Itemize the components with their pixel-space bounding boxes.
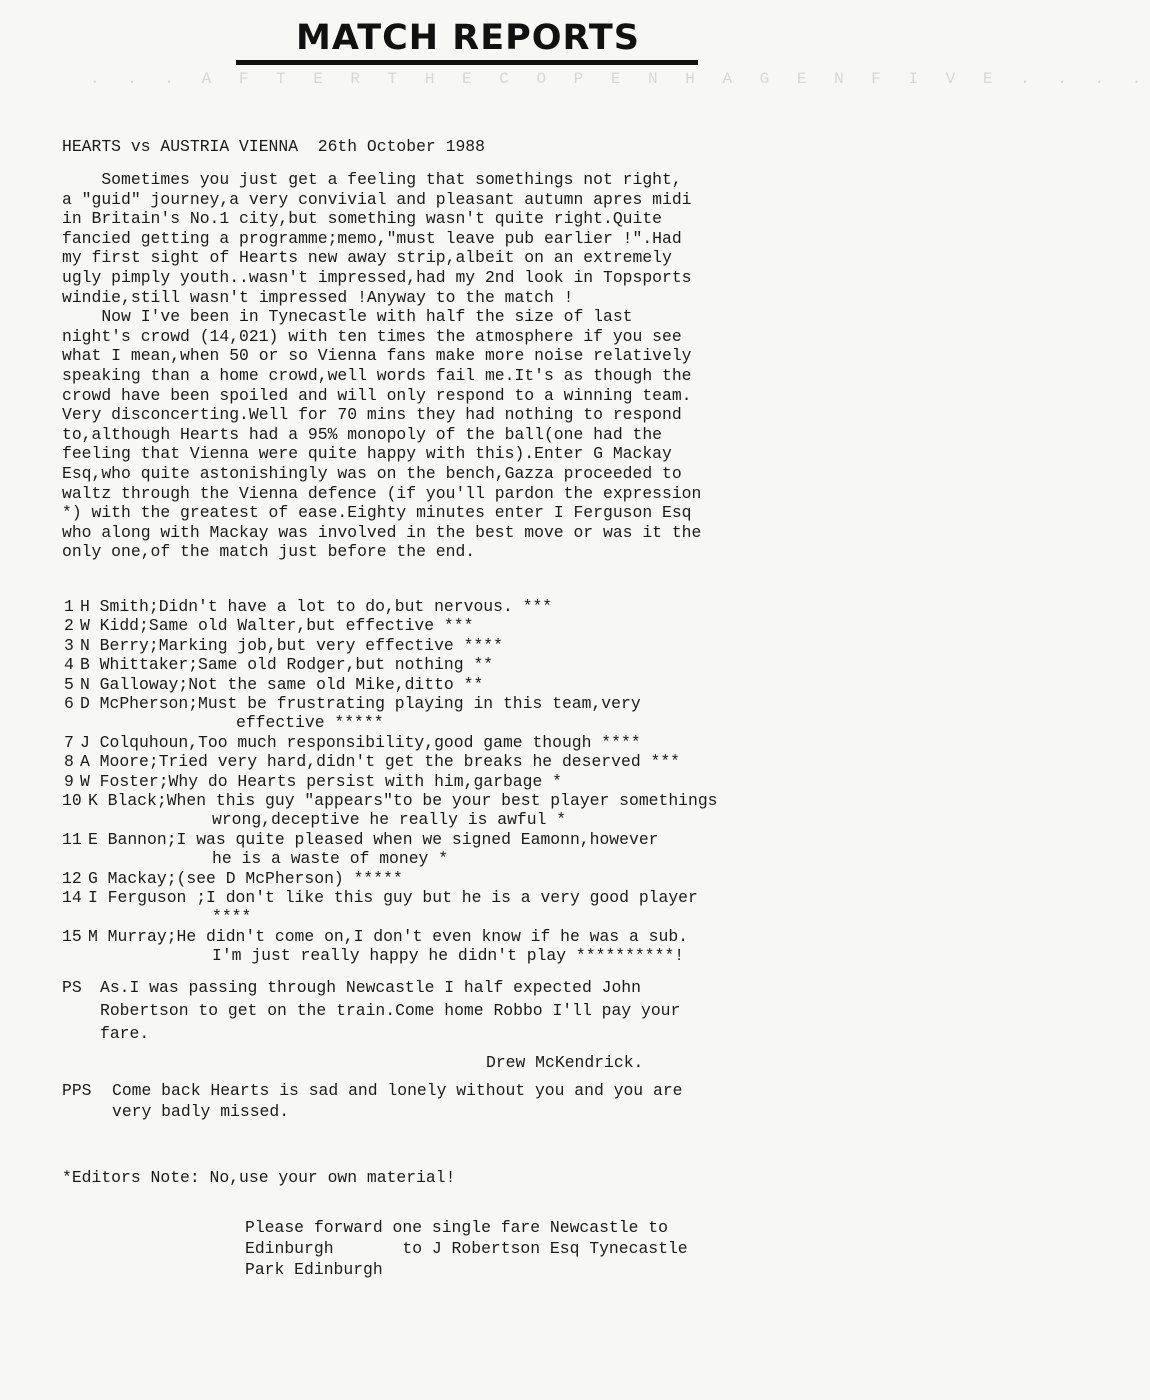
ps-line: As.I was passing through Newcastle I half expected John	[100, 978, 641, 997]
rating-text: W Foster;Why do Hearts persist with him,garbage *	[80, 771, 562, 791]
rating-text: J Colquhoun,Too much responsibility,good game though ****	[80, 732, 641, 752]
paragraph-line: my first sight of Hearts new away strip,albeit on an extremely	[62, 248, 672, 268]
ps-label: PS	[62, 978, 82, 997]
rating-text: D McPherson;Must be frustrating playing in this team,very	[80, 694, 641, 713]
paragraph-line: feeling that Vienna were quite happy with this).Enter G Mackay	[62, 444, 672, 464]
rating-number: 10	[62, 791, 82, 810]
signature: Drew McKendrick.	[486, 1053, 644, 1072]
rating-number: 12	[62, 868, 82, 888]
paragraph-line: ugly pimply youth..wasn't impressed,had my 2nd look in Topsports	[62, 268, 692, 287]
rating-text: H Smith;Didn't have a lot to do,but nervous. ***	[80, 597, 553, 616]
rating-text: M Murray;He didn't come on,I don't even know if he was a sub.	[88, 926, 688, 946]
paragraph-line: Now I've been in Tynecastle with half the size of last	[62, 307, 633, 327]
paragraph-line: to,although Hearts had a 95% monopoly of the ball(one had the	[62, 424, 662, 444]
rating-number: 14	[62, 888, 82, 907]
rating-number: 4	[64, 655, 74, 675]
rating-number: 7	[64, 732, 74, 752]
pps-line: very badly missed.	[112, 1102, 290, 1121]
report-heading: HEARTS vs AUSTRIA VIENNA 26th October 1988	[62, 137, 485, 156]
pps-label: PPS	[62, 1081, 92, 1100]
rating-continuation: effective *****	[236, 713, 384, 733]
paragraph-line: speaking than a home crowd,well words fail me.It's as though the	[62, 366, 692, 385]
ps-line: fare.	[100, 1024, 150, 1043]
rating-continuation: I'm just really happy he didn't play **********!	[212, 946, 685, 966]
paragraph-line: fancied getting a programme;memo,"must leave pub earlier !".Had	[62, 228, 682, 248]
ps-line: Robertson to get on the train.Come home Robbo I'll pay your	[100, 1001, 681, 1020]
rating-text: E Bannon;I was quite pleased when we signed Eamonn,however	[88, 829, 659, 849]
paragraph-line: windie,still wasn't impressed !Anyway to the match !	[62, 287, 574, 307]
rating-text: K Black;When this guy "appears"to be your best player somethings	[88, 791, 718, 810]
paragraph-line: crowd have been spoiled and will only respond to a winning team.	[62, 385, 692, 405]
bleed-through-text: . . . A F T E R T H E C O P E N H A G E N F I V E . . . .	[90, 70, 1150, 88]
rating-continuation: he is a waste of money *	[212, 849, 449, 869]
rating-text: W Kidd;Same old Walter,but effective ***	[80, 616, 474, 636]
editors-note: *Editors Note: No,use your own material!	[62, 1168, 456, 1187]
page-title: MATCH REPORTS	[296, 18, 640, 58]
paragraph-line: what I mean,when 50 or so Vienna fans make more noise relatively	[62, 346, 692, 366]
rating-number: 11	[62, 829, 82, 849]
rating-number: 5	[64, 674, 74, 694]
rating-text: A Moore;Tried very hard,didn't get the breaks he deserved ***	[80, 752, 680, 772]
paragraph-line: *) with the greatest of ease.Eighty minutes enter I Ferguson Esq	[62, 503, 692, 523]
rating-number: 15	[62, 926, 82, 946]
rating-text: I Ferguson ;I don't like this guy but he is a very good player	[88, 888, 698, 907]
paragraph-line: Sometimes you just get a feeling that somethings not right,	[62, 170, 682, 189]
paragraph-line: only one,of the match just before the end.	[62, 542, 476, 562]
rating-number: 3	[64, 635, 74, 655]
forward-line: Please forward one single fare Newcastle to	[245, 1218, 668, 1237]
title-underline	[236, 60, 698, 65]
paragraph-line: Esq,who quite astonishingly was on the bench,Gazza proceeded to	[62, 464, 682, 483]
rating-number: 2	[64, 616, 74, 636]
paragraph-line: a "guid" journey,a very convivial and pleasant autumn apres midi	[62, 189, 692, 209]
paragraph-line: who along with Mackay was involved in the best move or was it the	[62, 522, 702, 542]
rating-number: 1	[64, 597, 74, 616]
paragraph-line: waltz through the Vienna defence (if you'll pardon the expression	[62, 483, 702, 503]
rating-number: 6	[64, 694, 74, 713]
rating-text: N Galloway;Not the same old Mike,ditto **	[80, 674, 484, 694]
rating-continuation: wrong,deceptive he really is awful *	[212, 810, 567, 830]
forward-line: Edinburgh to J Robertson Esq Tynecastle	[245, 1239, 688, 1258]
rating-number: 8	[64, 752, 74, 772]
forward-line: Park Edinburgh	[245, 1260, 383, 1279]
paragraph-line: Very disconcerting.Well for 70 mins they had nothing to respond	[62, 405, 682, 425]
paragraph-line: night's crowd (14,021) with ten times the atmosphere if you see	[62, 326, 682, 346]
rating-text: N Berry;Marking job,but very effective ****	[80, 635, 503, 655]
pps-line: Come back Hearts is sad and lonely without you and you are	[112, 1081, 683, 1100]
rating-text: B Whittaker;Same old Rodger,but nothing **	[80, 655, 494, 675]
rating-number: 9	[64, 771, 74, 791]
rating-text: G Mackay;(see D McPherson) *****	[88, 868, 403, 888]
rating-continuation: ****	[212, 907, 252, 927]
paragraph-line: in Britain's No.1 city,but something wasn't quite right.Quite	[62, 209, 662, 229]
